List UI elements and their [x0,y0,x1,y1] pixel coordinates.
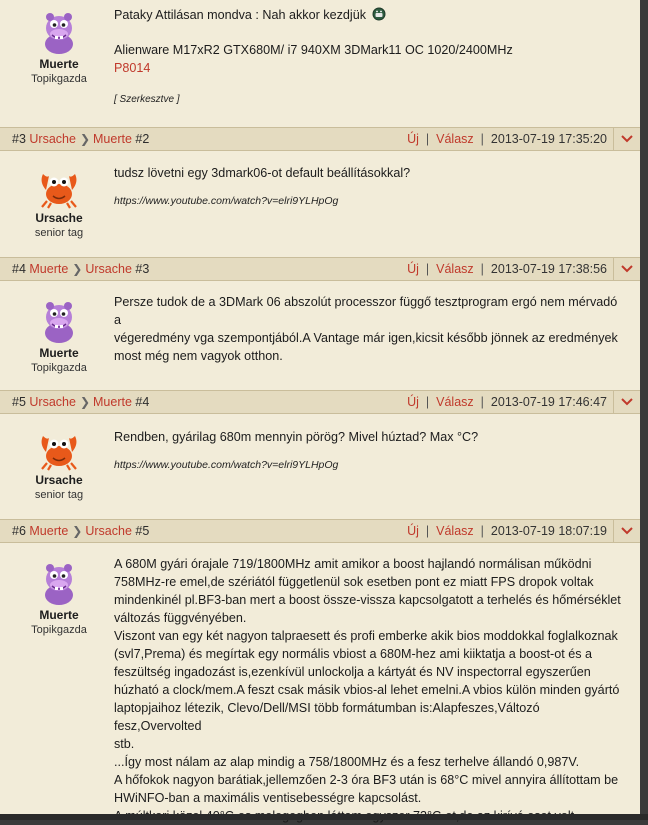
post-date: 2013-07-19 17:46:47 [490,395,607,409]
post-author [0,430,118,501]
post-header: #3 Ursache ❯ Muerte #2 Új | Válasz | 2013-07-19 17:35:20 [0,127,640,151]
post-4 [0,257,640,390]
chevron-right-icon: ❯ [72,262,83,276]
post-line: (svl7,Prema) és megírtak egy normális vbiost a 680M-hez ami kiiktatja a boost-ot és a [114,647,593,661]
post-date: 2013-07-19 18:07:19 [490,524,607,538]
page-bottom-edge [0,814,648,820]
post-content [114,6,626,109]
reply-button[interactable]: Válasz [436,395,474,409]
post-number: #4 [12,262,26,276]
post-author [0,297,118,374]
post-number: #6 [12,524,26,538]
author-rank: Topikgazda [31,362,87,374]
author-link[interactable]: Ursache [29,132,76,146]
post-line: A hőfokok nagyon barátiak,jellemzően 2-3 óra BF3 után is 68°C mivel annyira állítottam be [114,773,619,787]
reply-ref: #4 [135,395,150,409]
signature-link[interactable]: https://www.youtube.com/watch?v=elri9YLHpOg [114,195,339,207]
post-author [0,559,118,636]
post-line: feszültség ingadozást is,ezenkívül unlockolja a kártyát és NV inspectorral egyszerűen [114,665,591,679]
post-header: #5 Ursache ❯ Muerte #4 Új | Válasz | 2013-07-19 17:46:47 [0,390,640,414]
post-line: Rendben, gyárilag 680m mennyin pörög? Mivel húztad? Max °C? [114,430,479,444]
crab-avatar[interactable] [37,430,81,472]
new-button[interactable]: Új [407,395,419,409]
reply-to-link[interactable]: Muerte [93,132,132,146]
post-number: #3 [12,132,26,146]
post-line: Pataky Attilásan mondva : Nah akkor kezdjük [114,8,367,22]
post-line: 758MHz-re emel,de szériától függetlenül sok esetben pont ez miatt FPS dropok voltak [114,575,594,589]
post-header: #4 Muerte ❯ Ursache #3 Új | Válasz | 2013-07-19 17:38:56 [0,257,640,281]
post-line: most még nem vagyok otthon. [114,349,283,363]
reply-to-link[interactable]: Muerte [93,395,132,409]
author-rank: senior tag [34,489,84,501]
post-line: laptopjaihoz létezik, Clevo/Dell/MSI több formátumban is:Alapfeszes,Változó fesz,Overvolted [114,701,540,733]
author-rank: Topikgazda [31,624,87,636]
new-button[interactable]: Új [407,132,419,146]
author-rank: senior tag [34,227,84,239]
post-header: #6 Muerte ❯ Ursache #5 Új | Válasz | 2013-07-19 18:07:19 [0,519,640,543]
post-date: 2013-07-19 17:38:56 [490,262,607,276]
reply-button[interactable]: Válasz [436,524,474,538]
post-content [114,555,626,825]
hippo-avatar[interactable] [35,297,83,345]
author-link[interactable]: Ursache [29,395,76,409]
score-link[interactable]: P8014 [114,61,151,75]
reply-button[interactable]: Válasz [436,262,474,276]
author-link[interactable]: Muerte [29,262,69,276]
post-author [0,8,118,85]
author-link[interactable]: Muerte [29,524,69,538]
new-button[interactable]: Új [407,524,419,538]
chevron-down-icon[interactable] [613,258,640,280]
author-name[interactable]: Muerte [39,608,79,622]
chevron-down-icon[interactable] [613,128,640,150]
reply-ref: #2 [135,132,150,146]
author-name[interactable]: Muerte [39,346,79,360]
author-name[interactable]: Ursache [35,473,83,487]
reply-ref: #5 [135,524,150,538]
reply-ref: #3 [135,262,150,276]
post-6 [0,519,640,814]
reply-button[interactable]: Válasz [436,132,474,146]
post-line: tudsz lövetni egy 3dmark06-ot default beállításokkal? [114,166,411,180]
post-line: végeredmény vga szempontjából.A Vantage már igen,kicsit később jönnek az eredmények [114,331,618,345]
post-line: HWiNFO-ban a maximális ventisebességre kapcsolást. [114,791,422,805]
post-line: mindenkinél pl.BF3-ban mert a boost össze-vissza kapcsolgatott a terhelés és hőmérséklet [114,593,621,607]
post-line: húzható a clock/mem.A feszt csak másik vbios-al lehet emelni.A vbios külön minden gyártó [114,683,620,697]
page-edge [640,0,648,820]
chevron-right-icon: ❯ [72,524,83,538]
edited-note: [ Szerkesztve ] [114,94,180,105]
reply-to-link[interactable]: Ursache [85,262,132,276]
author-name[interactable]: Ursache [35,211,83,225]
post-content [114,293,626,365]
post-line: A 680M gyári órajale 719/1800MHz amit amikor a boost hajlandó normálisan működni [114,557,592,571]
post-line: Viszont van egy két nagyon talpraesett és profi emberke akik bios moddokkal foglalkoznak [114,629,618,643]
post-line: Persze tudok de a 3DMark 06 abszolút processzor függő tesztprogram ergó nem mérvadó a [114,295,618,327]
post-2 [0,0,640,127]
post-line: stb. [114,737,135,751]
post-author [0,168,118,239]
signature-link[interactable]: https://www.youtube.com/watch?v=elri9YLHpOg [114,459,339,471]
author-name[interactable]: Muerte [39,57,79,71]
chevron-down-icon[interactable] [613,391,640,413]
hippo-avatar[interactable] [35,559,83,607]
grinning-smiley-icon [372,7,386,21]
chevron-right-icon: ❯ [79,395,90,409]
post-number: #5 [12,395,26,409]
author-rank: Topikgazda [31,73,87,85]
post-5 [0,390,640,519]
reply-to-link[interactable]: Ursache [85,524,132,538]
post-date: 2013-07-19 17:35:20 [490,132,607,146]
post-line: Alienware M17xR2 GTX680M/ i7 940XM 3DMark11 OC 1020/2400MHz [114,43,513,57]
post-content [114,164,626,210]
post-line: ...Így most nálam az alap mindig a 758/1800MHz és a fesz terhelve állandó 0,987V. [114,755,580,769]
crab-avatar[interactable] [37,168,81,210]
post-3 [0,127,640,257]
chevron-right-icon: ❯ [79,132,90,146]
chevron-down-icon[interactable] [613,520,640,542]
new-button[interactable]: Új [407,262,419,276]
post-content [114,428,626,474]
post-line: változás függvényében. [114,611,247,625]
hippo-avatar[interactable] [35,8,83,56]
